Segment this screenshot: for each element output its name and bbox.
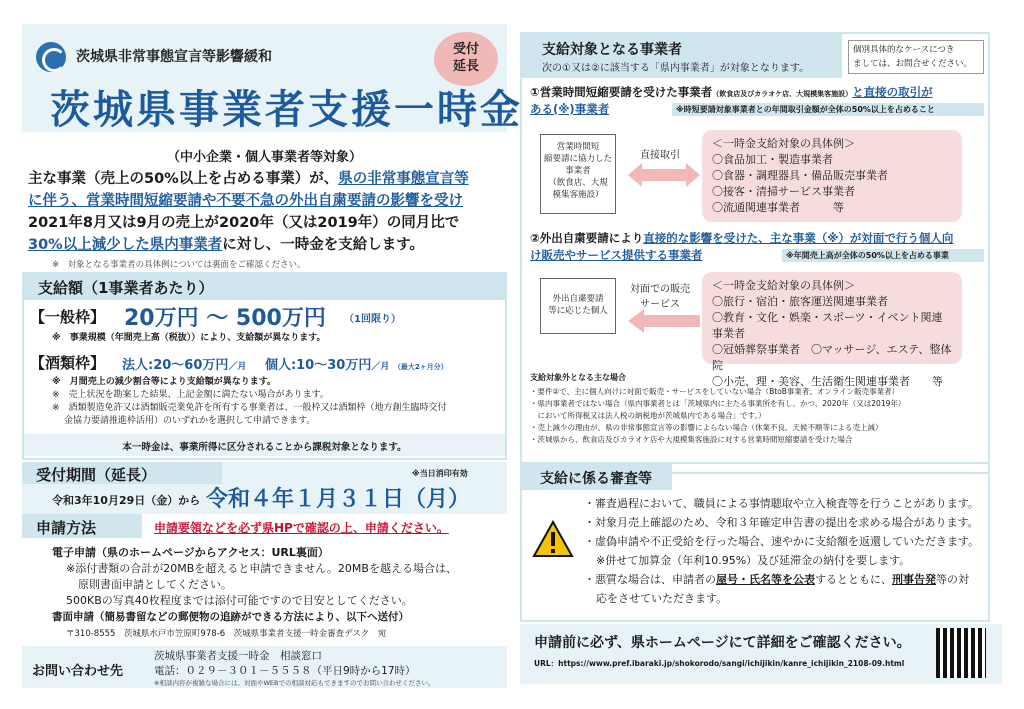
method-warning: 申請要領などを必ず県HPで確認の上、申請ください。 [154, 521, 449, 535]
method-heading: 申請方法 [22, 514, 142, 538]
double-arrow-icon [628, 162, 700, 188]
method-section: 申請方法 申請要領などを必ず県HPで確認の上、申請ください。 電子申請（県のホームページからアクセス：URL裏面） ※添付書類の合計が20MBを超えると申請できません。20MBを越える場合は、 原則書面申請としてください。 500KBの写真40枚程度までは添付可能ですので目安としてください。 書面申請（簡易書留などの郵便物の追跡ができる方法により、以下へ送付） 〒310-8555 茨城県水戸市笠原町978-6 茨城県事業者支援一時金審査デスク 宛 [22, 514, 507, 646]
header [22, 24, 523, 133]
contact-phone: 電話：０２９－３０１－５５５８（平日9時から17時） [154, 665, 416, 677]
general-amount: 20万円 ～ 500万円 [124, 306, 326, 331]
period-heading: 受付期間（延長） [22, 462, 222, 484]
left-arrow-icon [628, 308, 700, 334]
exclusion-list: ・要件②で、主に個人向けに対面で販売・サービスをしていない場合（BtoB事業者、オンライン販売事業者） ・県内事業者ではない場合（県内事業者とは「茨城県内に主たる事業所を有し、かつ、2020年（又は2019年） において所得税又は法人税の納税地が茨城県内である場合」です。） ・売上減少の理由が、県の非常事態宣言等の影響によらない場合（休業不良、天候不順等による売上減） ・茨城県から、飲食店及びカラオケ店や大規模集客施設に対する営業時間短縮要請を受けた場合 [530, 387, 906, 444]
general-note: ※ 事業規模（年間売上高（税抜））により、支給額が異なります。 [52, 333, 326, 343]
website-url[interactable]: URL：https://www.pref.ibaraki.jp/shokorodo/sangi/ichijikin/kanre_ichijikin_2108-09.html [534, 659, 905, 668]
confirm-message: 申請前に必ず、県ホームページにて詳細をご確認ください。 [534, 635, 911, 651]
case-inquiry-box: 個別具体的なケースにつき ましては、お問合せください。 [848, 40, 984, 74]
amount-section: 支給額（1事業者あたり） 【一般枠】 20万円 ～ 500万円 （1回限り） ※ 事業規模（年間売上高（税抜））により、支給額が異なります。 【酒類枠】 法人:20～60万円／月 個人:10～30万円／月 （最大2ヶ月分） ※ 月間売上の減少割合等により支給額が異なります。 ※ 売上状況を勘案した結果、上記金額に満たない場合があります。 ※ 酒類製造免許又は酒類販売業免許を所有する事業者は、一般枠又は酒類枠（地方創生臨時交付 金協力要請推進枠活用）のいずれかを選択して申請できます。 本一時金は、事業所得に区分されることから課税対象となります。 [22, 272, 507, 460]
eligibility-heading: 支給対象となる事業者 [542, 42, 682, 58]
period-start: 令和3年10月29日（金）から [52, 494, 201, 507]
org-name: 茨城県非常事態宣言等影響緩和 [76, 49, 272, 65]
liquor-ind: 個人:10～30万円 [264, 358, 372, 373]
period-section: 受付期間（延長） ※当日消印有効 令和3年10月29日（金）から 令和４年１月３１日（月） [22, 462, 507, 514]
examples-1: ＜一時金支給対象の具体例＞ 〇食品加工・製造事業者 〇食器・調理器具・備品販売事業者 〇接客・清掃サービス事業者 〇流通関連事業者 等 [702, 130, 962, 222]
general-once: （1回限り） [344, 314, 401, 325]
period-end: 令和４年１月３１日（月） [206, 487, 471, 512]
qr-code-icon [936, 628, 986, 678]
liquor-corp: 法人:20～60万円 [122, 358, 229, 373]
exclusion-heading: 支給対象外となる主な場合 [530, 373, 626, 382]
examples-2: ＜一時金支給対象の具体例＞ 〇旅行・宿泊・旅客運送関連事業者 〇教育・文化・娯楽・スポーツ・イベント関連事業者 〇冠婚葬祭事業者 〇マッサージ、エステ、整体院 〇小売、理・美容、生活衛生関連事業者 等 [702, 272, 962, 364]
intro-note: ※ 対象となる事業者の具体例については裏面をご確認ください。 [52, 260, 306, 270]
general-label: 【一般枠】 [30, 308, 106, 326]
bottom-banner [520, 624, 1002, 684]
individual-box: 外出自粛要請 等に応じた個人 [540, 278, 616, 334]
eligibility-section: 支給対象となる事業者 次の①又は②に該当する「県内事業者」が対象となります。 個別具体的なケースにつき ましては、お問合せください。 ①営業時間短縮要請を受けた事業者（飲食店及びカラオケ店、大規模集客施設）と直接の取引が ある(※)事業者 ※時短要請対象事業者との年間取引金額が全体の50%以上を占めること 営業時間短 縮要請に協力した 事業者 （飲食店、大規 模集客施設） 直接取引 ＜一時金支給対象の具体例＞ 〇食品加工・製造事業者 〇食器・調理器具・備品販売事業者 〇接客・清掃サービス事業者 〇流通関連事業者 等 ②外出自粛要請により直接的な影響を受けた、主な事業（※）が対面で行う個人向 け販売やサービス提供する事業者 ※年間売上高が全体の50%以上を占める事業 外出自粛要請 等に応じた個人 対面での販売 サービス ＜一時金支給対象の具体例＞ 〇旅行・宿泊・旅客運送関連事業者 〇教育・文化・娯楽・スポーツ・イベント関連事業者 〇冠婚葬祭事業者 〇マッサージ、エステ、整体院 〇小売、理・美容、生活衛生関連事業者 等 支給対象外となる主な場合 ・要件②で、主に個人向けに対面で販売・サービスをしていない場合（BtoB事業者、オンライン販売事業者） ・県内事業者ではない場合（県内事業者とは「茨城県内に主たる事業所を有し、かつ、2020年（又は2019年） において所得税又は法人税の納税地が茨城県内である場合」です。） ・売上減少の理由が、県の非常事態宣言等の影響によらない場合（休業不良、天候不順等による売上減） ・茨城県から、飲食店及びカラオケ店や大規模集客施設に対する営業時間短縮要請を受けた場合 [520, 32, 990, 474]
ibaraki-logo-icon [36, 42, 66, 72]
extension-badge: 受付 延長 [434, 32, 498, 86]
contact-section: お問い合わせ先 茨城県事業者支援一時金 相談窓口 電話：０２９－３０１－５５５８（平日9時から17時） ※相談内容が複雑な場合には、対面やWEBでの相談対応もできますのでお問い合わせください。 [22, 646, 507, 688]
mail-address: 〒310-8555 茨城県水戸市笠原町978-6 茨城県事業者支援一時金審査デスク 宛 [66, 629, 387, 639]
warning-icon [532, 520, 574, 558]
review-section [520, 462, 990, 622]
subtitle: （中小企業・個人事業者等対象） [166, 150, 362, 165]
review-heading: 支給に係る審査等 [522, 464, 672, 490]
restaurant-box: 営業時間短 縮要請に協力した 事業者 （飲食店、大規 模集客施設） [540, 134, 616, 214]
intro-text: 主な事業（売上の50%以上を占める事業）が、県の非常事態宣言等 に伴う、営業時間短縮要請や不要不急の外出自粛要請の影響を受け 2021年8月又は9月の売上が2020年（又は2019年）の同月比で 30%以上減少した県内事業者に対し、一時金を支給します。 [28, 171, 469, 253]
amount-heading: 支給額（1事業者あたり） [24, 274, 505, 300]
page-title: 茨城県事業者支援一時金 [50, 87, 523, 133]
left-column [22, 24, 523, 687]
tax-note: 本一時金は、事業所得に区分されることから課税対象となります。 [24, 434, 505, 456]
liquor-label: 【酒類枠】 [30, 354, 106, 372]
review-list: ・審査過程において、職員による事情聴取や立入検査等を行うことがあります。 ・対象月売上確認のため、令和３年確定申告書の提出を求める場合があります。 ・虚偽申請や不正受給を行った場合、速やかに支給額を返還していただきます。 ※併せて加算金（年利10.95%）及び延滞金の納付を要します。 ・悪質な場合は、申請者の屋号・氏名等を公表するとともに、刑事告発等の対 応をさせていただきます。 [584, 497, 980, 605]
